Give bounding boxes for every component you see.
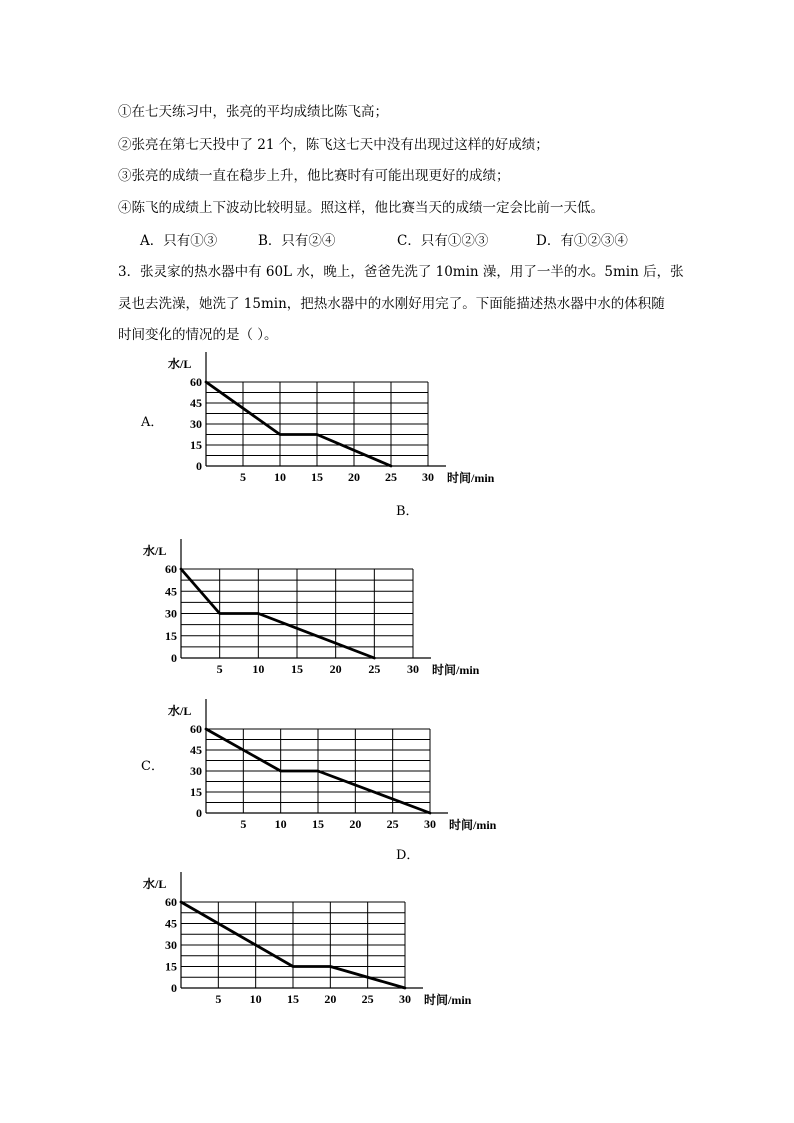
y-axis-label: 水/L — [143, 877, 167, 891]
y-axis-label: 水/L — [168, 704, 192, 718]
y-tick-label: 45 — [165, 916, 177, 931]
y-tick-label: 15 — [190, 785, 202, 799]
x-axis-label: 时间/min — [432, 663, 480, 677]
x-tick-label: 30 — [407, 662, 419, 676]
x-tick-label: 20 — [324, 992, 337, 1006]
x-tick-label: 15 — [312, 817, 324, 831]
x-axis-label: 时间/min — [447, 471, 495, 485]
x-tick-label: 10 — [274, 817, 287, 831]
y-tick-label: 60 — [165, 562, 177, 576]
y-tick-label: 30 — [190, 417, 202, 431]
q2-option-d: D．有①②③④ — [536, 233, 628, 249]
chart-d — [143, 872, 472, 1007]
x-tick-label: 15 — [291, 662, 303, 676]
y-tick-label: 30 — [165, 606, 177, 621]
x-tick-label: 20 — [329, 662, 342, 676]
y-axis-label: 水/L — [168, 357, 192, 371]
x-tick-label: 15 — [287, 992, 299, 1006]
y-tick-label: 45 — [165, 584, 177, 599]
y-tick-label: 60 — [190, 722, 202, 736]
q3-text-line-2: 灵也去洗澡，她洗了 15min，把热水器中的水刚好用完了。下面能描述热水器中水的体积随 — [118, 296, 665, 312]
q2-option-c: C．只有①②③ — [397, 233, 489, 249]
option-d-label: D． — [396, 848, 420, 863]
q3-text-line-3: 时间变化的情况的是（ ）。 — [118, 327, 278, 343]
x-tick-label: 15 — [311, 470, 323, 484]
chart-c — [168, 699, 497, 832]
q2-option-a: A．只有①③ — [140, 233, 218, 249]
option-a-label: A． — [141, 415, 164, 430]
x-axis-label: 时间/min — [449, 818, 497, 832]
x-tick-label: 5 — [215, 992, 222, 1006]
y-tick-label: 0 — [196, 806, 202, 820]
y-tick-label: 15 — [165, 959, 177, 974]
y-tick-label: 0 — [196, 459, 202, 473]
y-tick-label: 30 — [165, 938, 177, 952]
x-tick-label: 25 — [386, 817, 399, 831]
x-tick-label: 30 — [424, 817, 436, 831]
x-tick-label: 30 — [399, 992, 411, 1006]
statement-2: ②张亮在第七天投中了 21 个，陈飞这七天中没有出现过这样的好成绩； — [118, 137, 549, 153]
x-tick-label: 5 — [216, 662, 223, 676]
y-tick-label: 0 — [171, 981, 177, 995]
chart-a — [168, 352, 495, 485]
y-tick-label: 45 — [190, 396, 202, 410]
x-axis-label: 时间/min — [424, 993, 472, 1007]
x-tick-label: 20 — [349, 817, 362, 831]
statement-1: ①在七天练习中，张亮的平均成绩比陈飞高； — [118, 104, 388, 120]
x-tick-label: 5 — [240, 817, 247, 831]
chart-b — [143, 539, 480, 677]
x-tick-label: 25 — [361, 992, 374, 1006]
y-tick-label: 45 — [190, 743, 202, 757]
statement-4: ④陈飞的成绩上下波动比较明显。照这样，他比赛当天的成绩一定会比前一天低。 — [118, 200, 604, 216]
x-tick-label: 10 — [249, 992, 262, 1006]
x-tick-label: 10 — [252, 662, 265, 676]
x-tick-label: 30 — [422, 470, 434, 484]
y-tick-label: 60 — [165, 895, 177, 909]
option-c-label: C． — [141, 759, 164, 774]
q3-text-line-1: 3．张灵家的热水器中有 60L 水，晚上，爸爸先洗了 10min 澡，用了一半的水。5min 后，张 — [118, 264, 684, 280]
x-tick-label: 25 — [385, 470, 397, 484]
y-axis-label: 水/L — [143, 544, 167, 558]
x-tick-label: 10 — [274, 470, 286, 484]
x-tick-label: 25 — [368, 662, 381, 676]
y-tick-label: 0 — [171, 651, 177, 665]
x-tick-label: 20 — [348, 470, 360, 484]
y-tick-label: 60 — [190, 375, 202, 389]
statement-3: ③张亮的成绩一直在稳步上升，他比赛时有可能出现更好的成绩； — [118, 168, 510, 184]
y-tick-label: 30 — [190, 764, 202, 778]
y-tick-label: 15 — [190, 438, 202, 452]
y-tick-label: 15 — [165, 628, 177, 643]
option-b-label: B． — [396, 504, 419, 519]
q2-option-b: B．只有②④ — [258, 233, 336, 249]
x-tick-label: 5 — [240, 470, 246, 484]
